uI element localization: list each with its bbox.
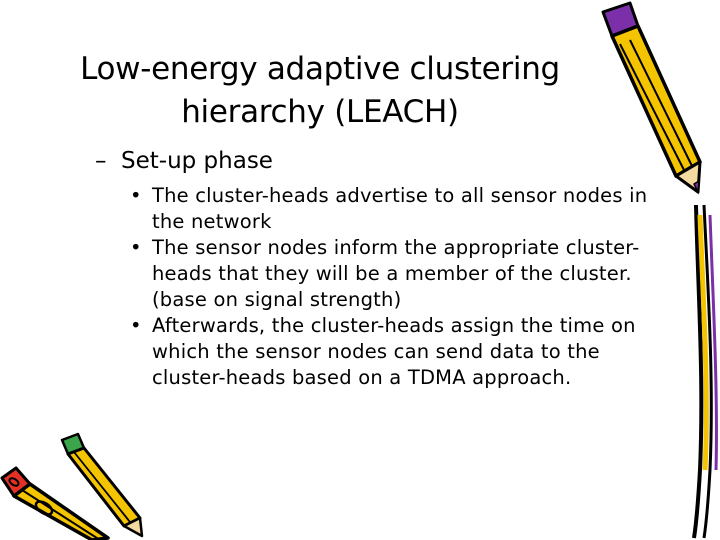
slide-title	[40, 48, 600, 134]
title-line-2: hierarchy (LEACH)	[181, 94, 459, 130]
title-line-1: Low-energy adaptive clustering	[80, 51, 560, 87]
bullet-list	[130, 183, 670, 391]
subheading-dash: –	[95, 148, 107, 174]
bullet-item-2: • The sensor nodes inform the appropriate cluster-heads that they will be a member of the cluster. (base on signal strength)	[130, 235, 670, 313]
pencils-clipart-icon	[0, 430, 150, 540]
pencil-right-long	[694, 205, 716, 538]
subheading	[95, 145, 273, 177]
pencil-clipart-icon	[600, 0, 720, 540]
bullet-item-1: • The cluster-heads advertise to all sensor nodes in the network	[130, 183, 670, 235]
pencil-right-body	[603, 3, 700, 192]
bullet-item-3: • Afterwards, the cluster-heads assign the time on which the sensor nodes can send data to the cluster-heads based on a TDMA approach.	[130, 313, 670, 391]
subheading-text: Set-up phase	[121, 148, 273, 174]
